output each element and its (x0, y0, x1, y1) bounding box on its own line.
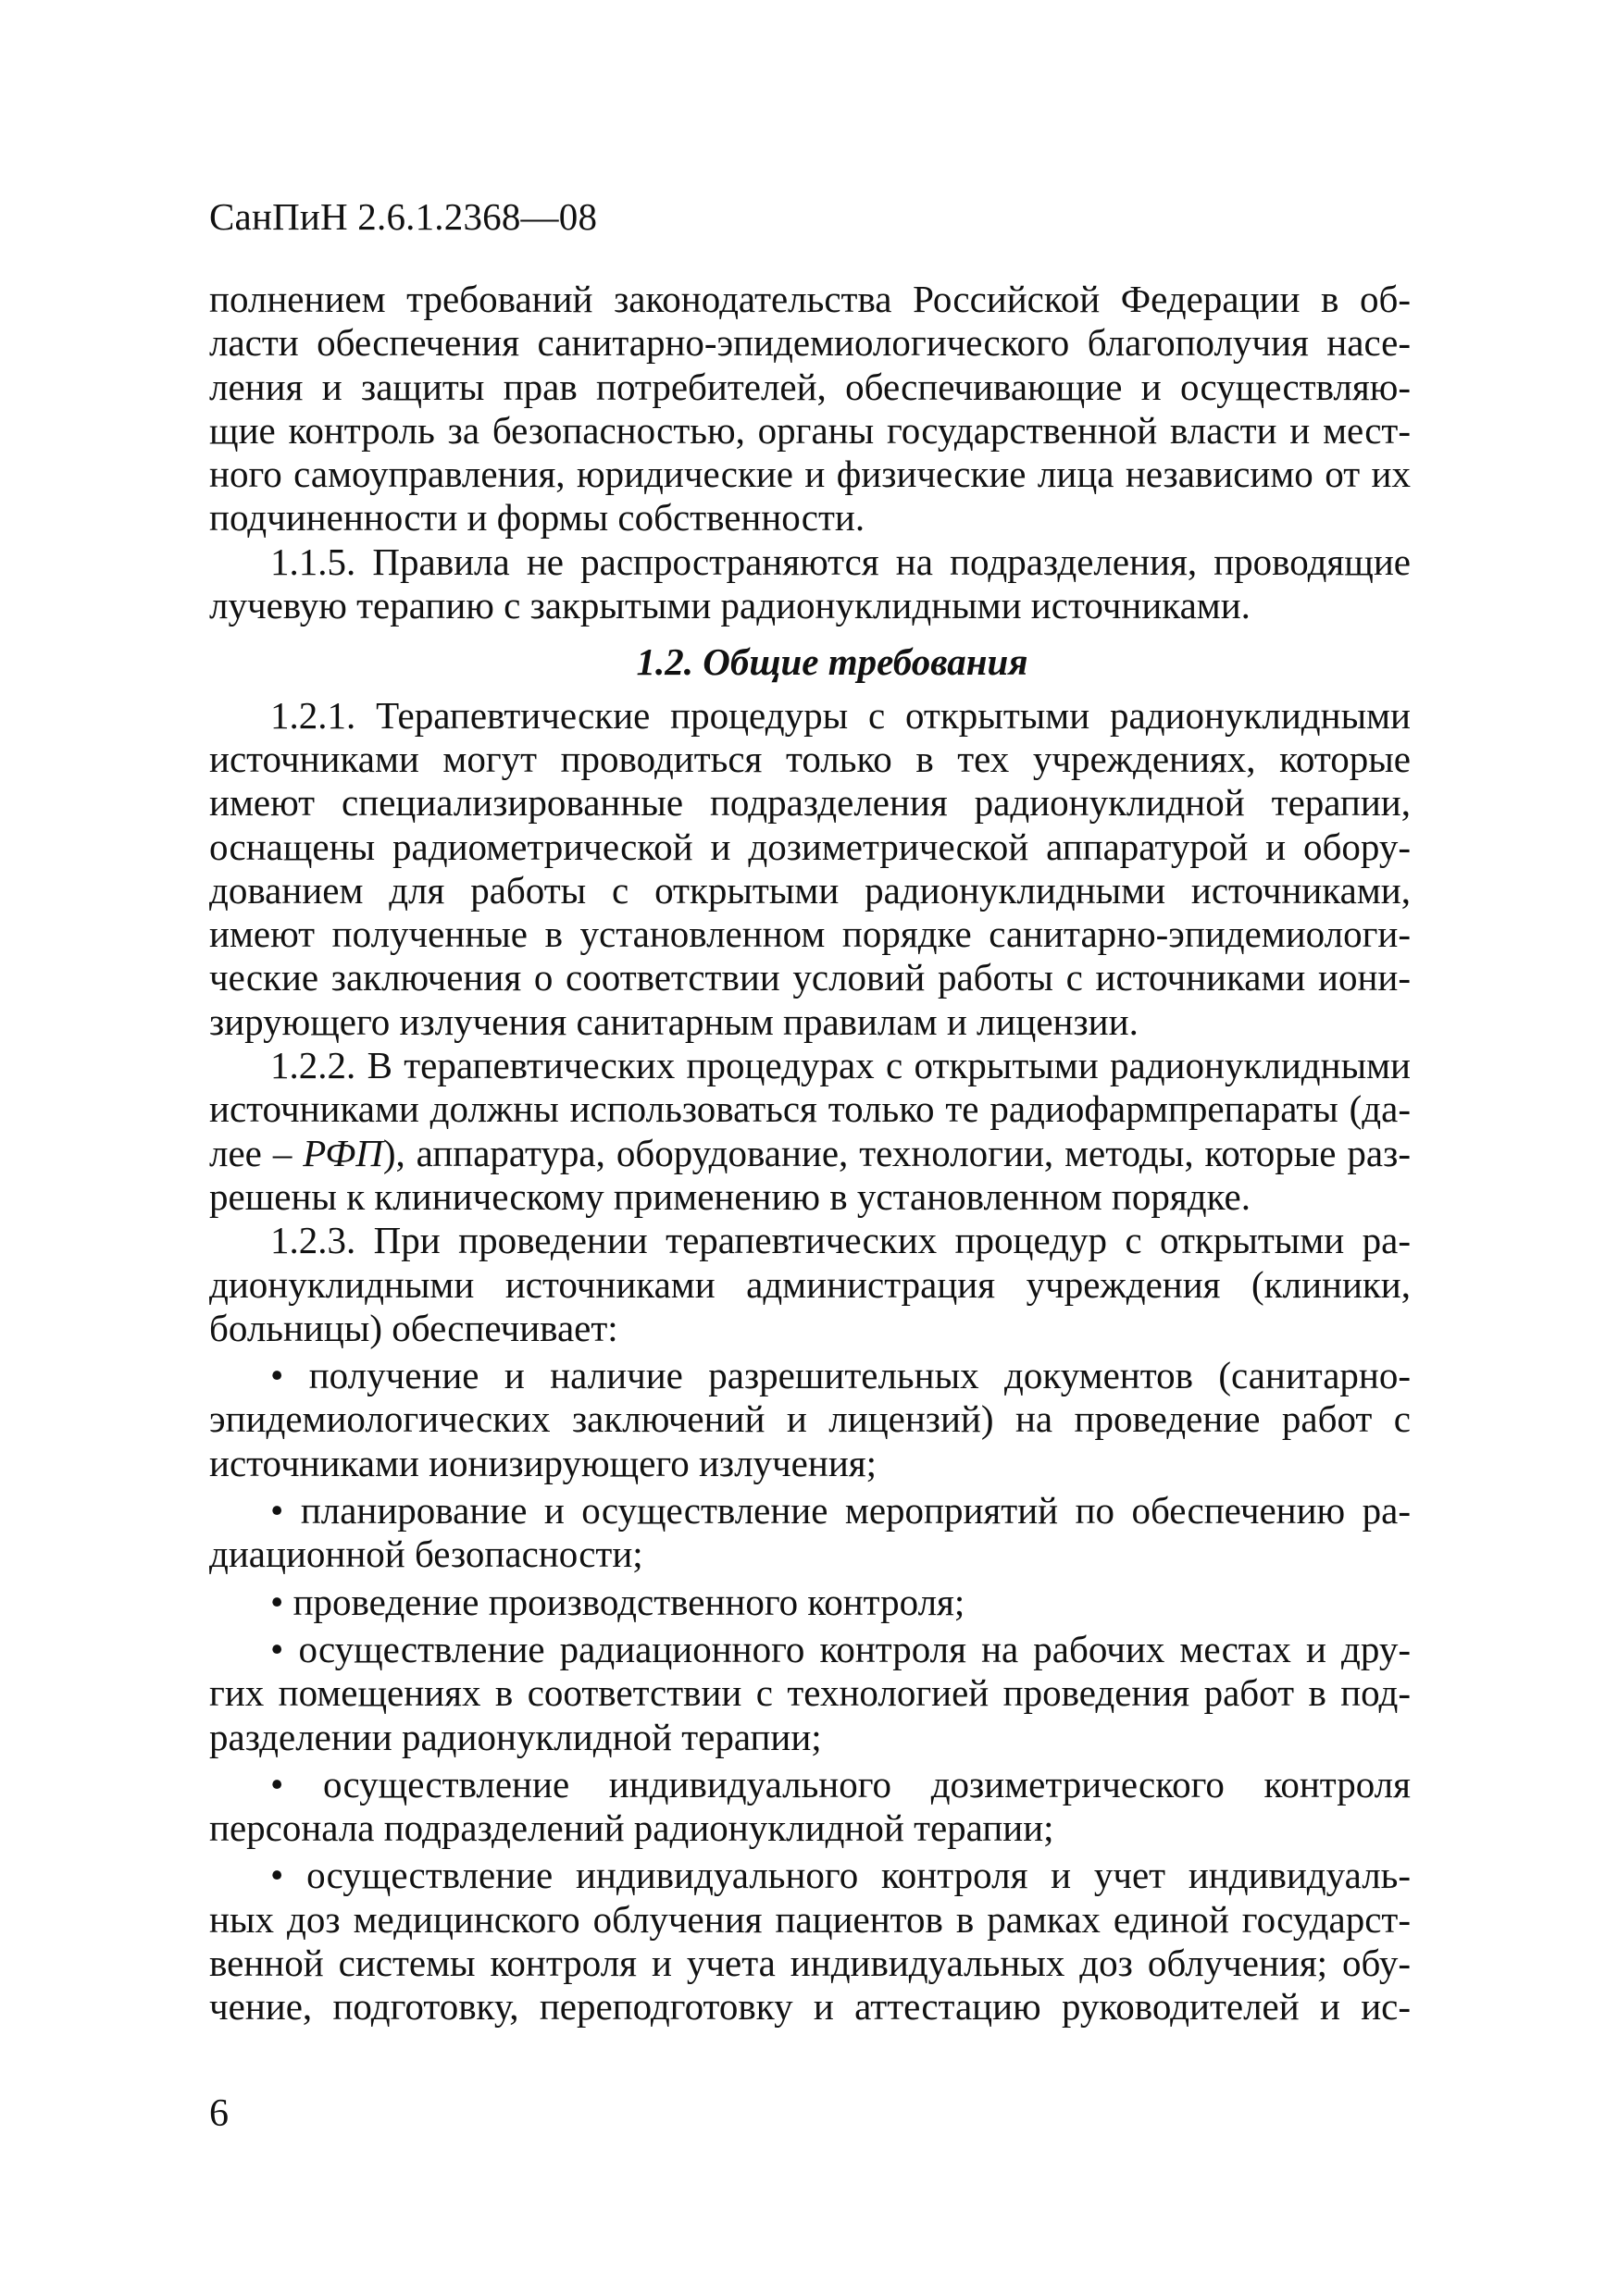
bullet-item (209, 1581, 1411, 1624)
paragraph-1-2-3 (209, 1219, 1411, 1350)
text-line: полнением требований законодательства Российской Федерации в об- (209, 278, 1411, 320)
text-line: ласти обеспечения санитарно-эпидемиологического благополучия насе- (209, 321, 1411, 365)
text-line: имеют специализированные подразделения радионуклидной терапии, (209, 781, 1411, 825)
bullet-line: источниками ионизирующего излучения; (209, 1441, 877, 1484)
text-line: имеют полученные в установленном порядке санитарно-эпидемиологи- (209, 912, 1411, 956)
text-line: решены к клиническому применению в установленном порядке. (209, 1174, 1251, 1218)
bullet-line: • осуществление индивидуального дозиметрического контроля (270, 1762, 1411, 1806)
text-line: лучевую терапию с закрытыми радионуклидными источниками. (209, 584, 1251, 627)
text-line: оснащены радиометрической и дозиметрической аппаратурой и обору- (209, 825, 1411, 868)
text-line: 1.2.3. При проведении терапевтических процедур с открытыми ра- (270, 1219, 1411, 1262)
bullet-line: • планирование и осуществление мероприятий по обеспечению ра- (270, 1489, 1411, 1533)
abbreviation-rfp: РФП (303, 1131, 383, 1174)
text-line: 1.1.5. Правила не распространяются на подразделения, проводящие (270, 540, 1411, 583)
text-line: зирующего излучения санитарным правилам и лицензии. (209, 999, 1139, 1043)
text-line: больницы) обеспечивает: (209, 1306, 618, 1349)
bullet-line: эпидемиологических заключений и лицензий) на проведение работ с (209, 1397, 1411, 1441)
bullet-line: гих помещениях в соответствии с технологией проведения работ в под- (209, 1671, 1411, 1715)
text-fragment: ), аппаратура, оборудование, технологии, методы, которые раз- (382, 1131, 1411, 1174)
bullet-line: • получение и наличие разрешительных документов (санитарно- (270, 1354, 1411, 1397)
bullet-item (209, 1628, 1411, 1759)
bullet-line: диационной безопасности; (209, 1533, 643, 1576)
page-number: 6 (209, 2092, 229, 2135)
paragraph-1-2-2 (209, 1044, 1411, 1219)
text-line: щие контроль за безопасностью, органы государственной власти и мест- (209, 408, 1411, 452)
bullet-line: • осуществление радиационного контроля на рабочих местах и дру- (270, 1627, 1411, 1670)
bullet-line: • осуществление индивидуального контроля и учет индивидуаль- (270, 1854, 1411, 1897)
text-line: 1.2.2. В терапевтических процедурах с открытыми радионуклидными (270, 1044, 1411, 1087)
section-heading: 1.2. Общие требования (636, 640, 1028, 684)
text-line: источниками могут проводиться только в тех учреждениях, которые (209, 737, 1411, 780)
bullet-item (209, 1354, 1411, 1485)
page-body (209, 278, 1411, 2029)
bullet-item (209, 1854, 1411, 2029)
text-line: дионуклидными источниками администрация учреждения (клиники, (209, 1262, 1411, 1306)
paragraph-1-2-1 (209, 694, 1411, 1044)
paragraph-1-1-5 (209, 540, 1411, 628)
bullet-line: венной системы контроля и учета индивидуальных доз облучения; обу- (209, 1941, 1411, 1984)
bullet-line: чение, подготовку, переподготовку и аттестацию руководителей и ис- (209, 1985, 1411, 2029)
paragraph-continuation (209, 278, 1411, 540)
text-line: ческие заключения о соответствии условий работы с источниками иони- (209, 956, 1411, 999)
running-header-title: СанПиН 2.6.1.2368—08 (209, 195, 598, 238)
text-line: дованием для работы с открытыми радионуклидными источниками, (209, 868, 1411, 912)
text-fragment: лее – (209, 1131, 304, 1174)
bullet-item (209, 1763, 1411, 1851)
bullet-line: персонала подразделений радионуклидной терапии; (209, 1806, 1054, 1850)
bullet-line: ных доз медицинского облучения пациентов в рамках единой государст- (209, 1897, 1411, 1941)
text-line: ления и защиты прав потребителей, обеспечивающие и осуществляю- (209, 365, 1411, 408)
text-line: ного самоуправления, юридические и физические лица независимо от их (209, 453, 1411, 496)
text-line: 1.2.1. Терапевтические процедуры с открытыми радионуклидными (270, 693, 1411, 737)
text-line: источниками должны использоваться только те радиофармпрепараты (да- (209, 1087, 1411, 1131)
text-line: подчиненности и формы собственности. (209, 496, 865, 540)
bullet-line: • проведение производственного контроля; (270, 1580, 965, 1623)
text-line-with-abbreviation (209, 1132, 1411, 1175)
bullet-line: разделении радионуклидной терапии; (209, 1715, 822, 1758)
bullet-item (209, 1489, 1411, 1577)
